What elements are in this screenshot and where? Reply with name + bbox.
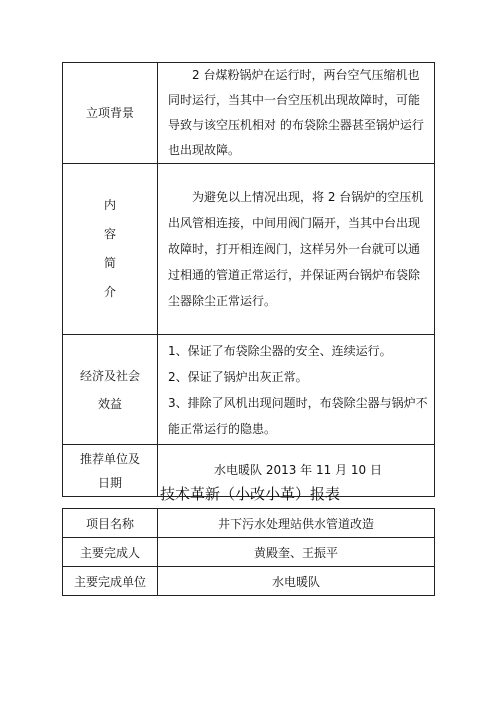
project-name-label: 项目名称 (63, 509, 158, 538)
benefit-label-line: 经济及社会 (79, 368, 140, 383)
benefit-content-cell (158, 335, 435, 445)
recommend-label-line: 日期 (97, 475, 122, 490)
recommend-text: 水电暖队 2013 年 11 月 10 日 (214, 463, 382, 477)
background-text: 2 台煤粉锅炉在运行时，两台空气压缩机也同时运行，当其中一台空压机出现故障时，可能导致与该空压机相对 的布袋除尘器甚至锅炉运行也出现故障。 (168, 68, 424, 157)
background-label: 立项背景 (85, 106, 134, 120)
intro-text: 为避免以上情况出现，将 2 台锅炉的空压机出风管相连接，中间用阀门隔开，当其中台出现故障时，打开相连阀门，这样另外一台就可以通过相通的管道正常运行，并保证两台锅炉布袋除尘器除尘正常运行。 (168, 190, 424, 308)
intro-label-char: 简 (103, 256, 116, 270)
benefit-label-line: 效益 (97, 396, 122, 411)
table-row-intro (63, 164, 435, 335)
intro-label-cell (63, 164, 158, 335)
main-unit-label: 主要完成单位 (63, 567, 158, 596)
background-content-cell (158, 63, 435, 164)
benefit-item: 2、保证了锅炉出灰正常。 (168, 369, 308, 384)
table-row-background (63, 63, 435, 164)
innovation-report-table (62, 508, 435, 596)
benefit-label-cell (63, 335, 158, 445)
background-label-cell (63, 63, 158, 164)
recommend-label-line: 推荐单位及 (79, 451, 140, 466)
main-person-label: 主要完成人 (63, 538, 158, 567)
main-person-value: 黄殿奎、王振平 (158, 538, 435, 567)
benefit-item: 1、保证了布袋除尘器的安全、连续运行。 (168, 343, 392, 358)
intro-label-char: 内 (103, 198, 116, 212)
table-row (63, 567, 435, 596)
main-unit-value: 水电暖队 (158, 567, 435, 596)
project-info-table (62, 62, 435, 497)
benefit-item: 3、排除了风机出现问题时，布袋除尘器与锅炉不能正常运行的隐患。 (168, 395, 428, 436)
intro-label-char: 容 (103, 227, 116, 241)
project-name-value: 井下污水处理站供水管道改造 (158, 509, 435, 538)
table-row-benefit (63, 335, 435, 445)
table-row (63, 509, 435, 538)
intro-content-cell (158, 164, 435, 335)
intro-label-char: 介 (103, 285, 116, 299)
table-row (63, 538, 435, 567)
form-title: 技术革新（小改小革）报表 (159, 485, 340, 503)
